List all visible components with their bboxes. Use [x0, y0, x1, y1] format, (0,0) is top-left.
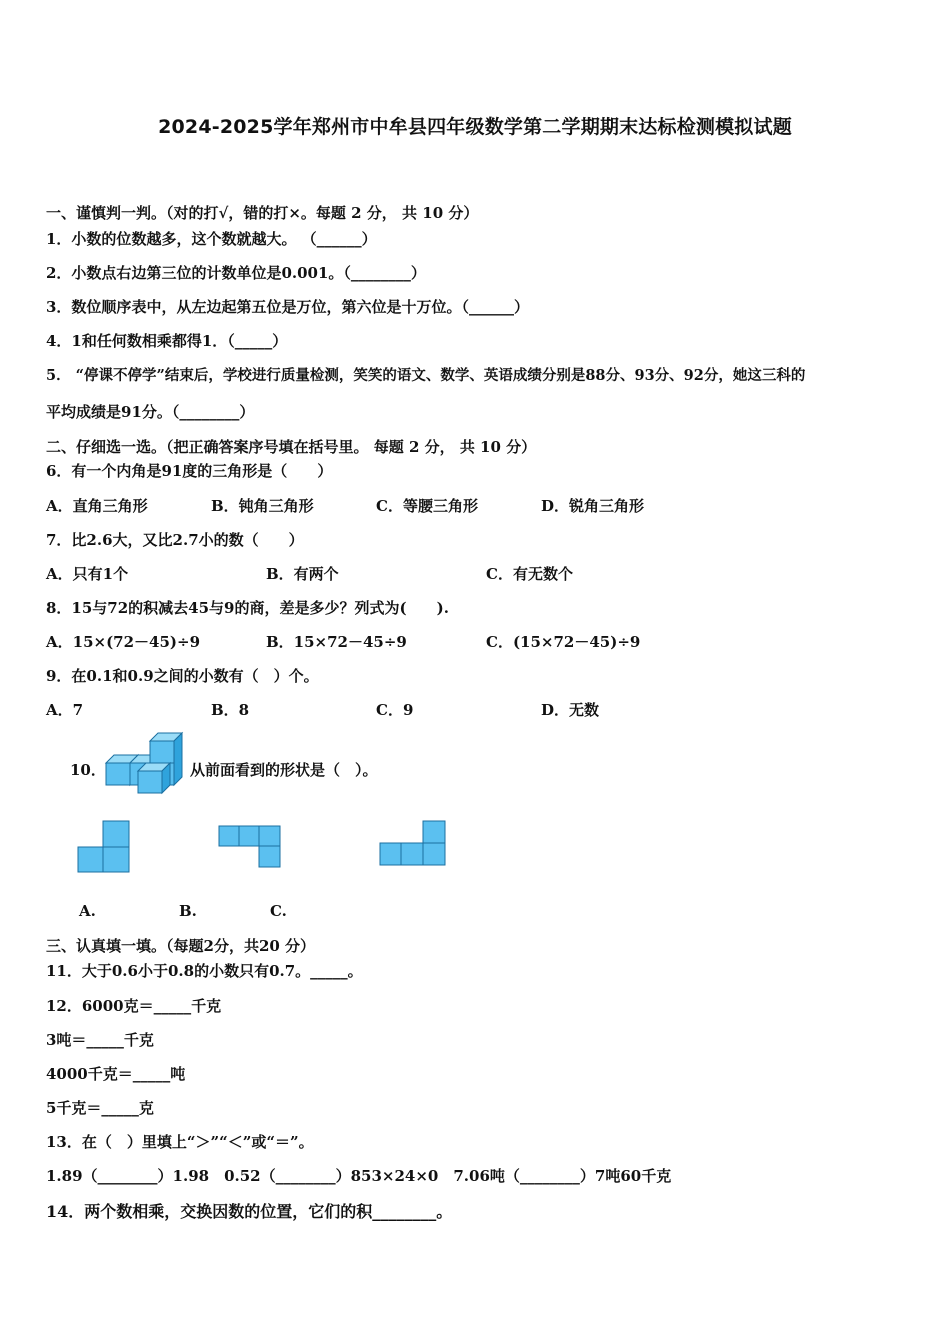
question-7: 7．比2.6大，又比2.7小的数（ ）	[46, 531, 304, 549]
section3-heading: 三、认真填一填。（每题2分，共20 分）	[46, 937, 316, 955]
q7-option-a: A．只有1个	[46, 565, 129, 583]
q10-option-a-label: A.	[79, 902, 96, 920]
q10-shape-c	[379, 820, 447, 868]
q10-shape-a	[77, 820, 131, 874]
q7-option-b: B．有两个	[266, 565, 339, 583]
question-12d: 5千克＝_____克	[46, 1099, 154, 1117]
question-4: 4．1和任何数相乘都得1．（_____）	[46, 332, 288, 350]
q9-option-a: A．7	[46, 701, 84, 719]
q9-option-b: B．8	[211, 701, 250, 719]
q7-option-c: C．有无数个	[486, 565, 573, 583]
q8-option-b: B．15×72－45÷9	[266, 633, 407, 651]
question-10-number: 10．	[70, 761, 106, 779]
question-6: 6．有一个内角是91度的三角形是（ ）	[46, 462, 333, 480]
q10-option-b-label: B.	[179, 902, 197, 920]
question-3: 3．数位顺序表中，从左边起第五位是万位，第六位是十万位。（______）	[46, 298, 529, 316]
q9-option-d: D．无数	[541, 701, 600, 719]
question-1: 1．小数的位数越多，这个数就越大。 （______）	[46, 230, 377, 248]
q10-shape-b	[218, 825, 282, 869]
q8-option-a: A．15×(72－45)÷9	[46, 633, 201, 651]
question-9: 9．在0.1和0.9之间的小数有（ ）个。	[46, 667, 319, 685]
q6-option-d: D．锐角三角形	[541, 497, 645, 515]
q6-option-b: B．钝角三角形	[211, 497, 314, 515]
q6-option-c: C．等腰三角形	[376, 497, 478, 515]
question-5-line2: 平均成绩是91分。（________）	[46, 403, 255, 421]
question-10-text: 从前面看到的形状是（ ）。	[190, 761, 378, 779]
question-12a: 12．6000克＝_____千克	[46, 997, 222, 1015]
q6-option-a: A．直角三角形	[46, 497, 148, 515]
section2-heading: 二、仔细选一选。（把正确答案序号填在括号里。 每题 2 分， 共 10 分）	[46, 438, 537, 456]
question-13: 13．在（ ）里填上“＞”“＜”或“＝”。	[46, 1133, 314, 1151]
q9-option-c: C．9	[376, 701, 414, 719]
question-13-items: 1.89（________）1.98 0.52（________）853×24×0 7.06吨（________）7吨60千克	[46, 1167, 672, 1185]
q10-option-c-label: C.	[270, 902, 287, 920]
q8-option-c: C．(15×72－45)÷9	[486, 633, 641, 651]
section1-heading: 一、谨慎判一判。（对的打√，错的打×。每题 2 分， 共 10 分）	[46, 204, 479, 222]
question-12c: 4000千克＝_____吨	[46, 1065, 186, 1083]
cube-stack-figure	[104, 729, 186, 795]
question-2: 2．小数点右边第三位的计数单位是0.001。（________）	[46, 264, 426, 282]
question-11: 11．大于0.6小于0.8的小数只有0.7。_____。	[46, 962, 363, 980]
question-14: 14．两个数相乘，交换因数的位置，它们的积________。	[46, 1202, 453, 1221]
page-title: 2024-2025学年郑州市中牟县四年级数学第二学期期末达标检测模拟试题	[158, 116, 792, 138]
question-5-line1: 5． “停课不停学”结束后，学校进行质量检测，笑笑的语文、数学、英语成绩分别是88分、93分、92分，她这三科的	[46, 367, 806, 384]
question-12b: 3吨＝_____千克	[46, 1031, 154, 1049]
question-8: 8．15与72的积减去45与9的商，差是多少？列式为( ).	[46, 599, 449, 617]
